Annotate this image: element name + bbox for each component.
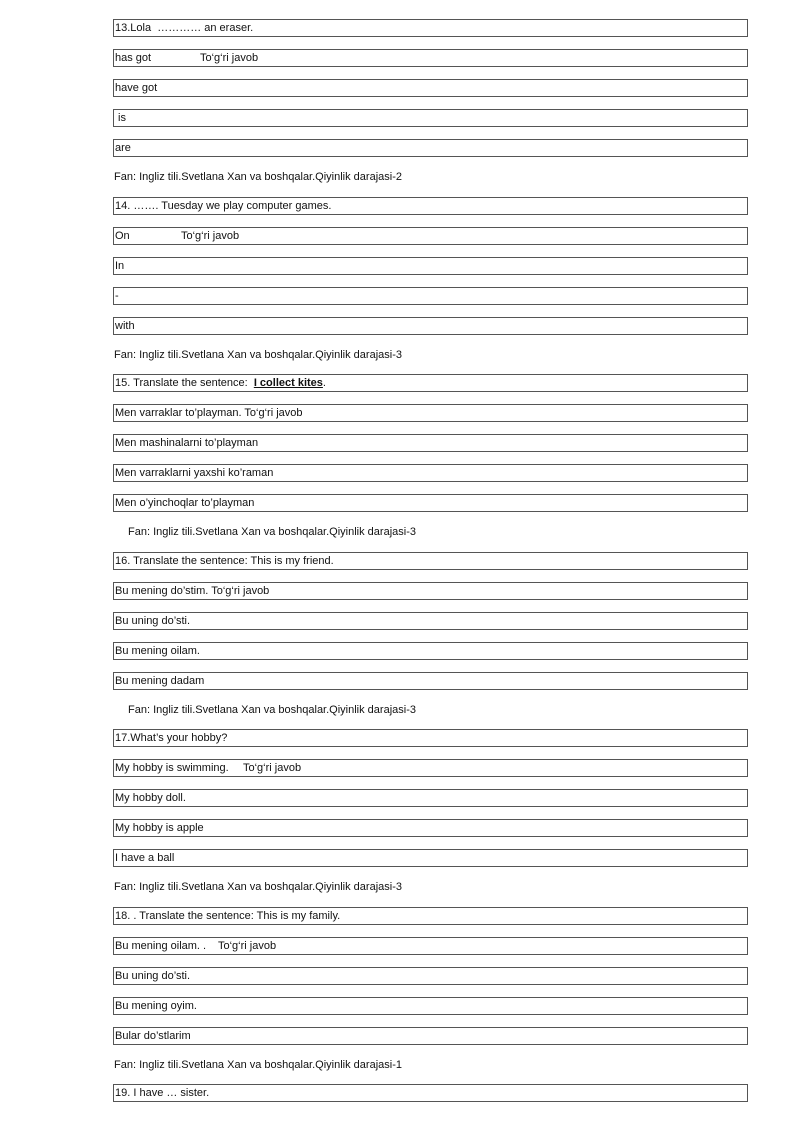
q16-option-c: Bu mening oilam.	[113, 642, 748, 660]
q17-option-d: I have a ball	[113, 849, 748, 867]
question-18-text: 18. . Translate the sentence: This is my family.	[113, 907, 748, 925]
question-prefix: 15. Translate the sentence:	[115, 377, 254, 389]
question-17-text: 17.What’s your hobby?	[113, 729, 748, 747]
q13-option-a	[113, 49, 748, 67]
option-text: Men varraklar to’playman.	[115, 407, 242, 419]
q18-option-b: Bu uning do’sti.	[113, 967, 748, 985]
emphasized-sentence: I collect kites	[253, 377, 323, 389]
q18-option-d: Bular do’stlarim	[113, 1027, 748, 1045]
q13-option-c: is	[113, 109, 748, 127]
q18-option-a	[113, 937, 748, 955]
q15-fan-label: Fan: Ingliz tili.Svetlana Xan va boshqalar.Qiyinlik darajasi-3	[128, 526, 416, 538]
q15-option-a	[113, 404, 748, 422]
option-text: On	[115, 230, 130, 242]
q13-option-d: are	[113, 139, 748, 157]
q17-option-c: My hobby is apple	[113, 819, 748, 837]
correct-answer-note: To‘g‘ri javob	[211, 585, 270, 597]
q15-option-c: Men varraklarni yaxshi ko’raman	[113, 464, 748, 482]
q16-option-d: Bu mening dadam	[113, 672, 748, 690]
option-text: Bu mening do’stim.	[115, 585, 209, 597]
correct-answer-note: To‘g‘ri javob	[243, 762, 302, 774]
q13-option-b: have got	[113, 79, 748, 97]
question-15-text	[113, 374, 748, 392]
q14-option-b: In	[113, 257, 748, 275]
q16-option-a	[113, 582, 748, 600]
q18-option-c: Bu mening oyim.	[113, 997, 748, 1015]
correct-answer-note: To‘g‘ri javob	[218, 940, 277, 952]
option-text: Bu mening oilam. .	[115, 940, 207, 952]
question-14-text: 14. ……. Tuesday we play computer games.	[113, 197, 748, 215]
q18-fan-label: Fan: Ingliz tili.Svetlana Xan va boshqalar.Qiyinlik darajasi-1	[114, 1059, 402, 1071]
q13-fan-label: Fan: Ingliz tili.Svetlana Xan va boshqalar.Qiyinlik darajasi-2	[114, 171, 402, 183]
q14-fan-label: Fan: Ingliz tili.Svetlana Xan va boshqalar.Qiyinlik darajasi-3	[114, 349, 402, 361]
q17-option-b: My hobby doll.	[113, 789, 748, 807]
q15-option-d: Men o’yinchoqlar to’playman	[113, 494, 748, 512]
q15-option-b: Men mashinalarni to’playman	[113, 434, 748, 452]
option-text: has got	[115, 52, 152, 64]
correct-answer-note: To‘g‘ri javob	[181, 230, 240, 242]
q14-option-c: -	[113, 287, 748, 305]
q14-option-d: with	[113, 317, 748, 335]
question-13-text: 13.Lola ………… an eraser.	[113, 19, 748, 37]
q14-option-a	[113, 227, 748, 245]
correct-answer-note: To‘g‘ri javob	[244, 407, 303, 419]
question-suffix: .	[322, 377, 326, 389]
question-19-text: 19. I have … sister.	[113, 1084, 748, 1102]
question-16-text: 16. Translate the sentence: This is my friend.	[113, 552, 748, 570]
correct-answer-note: To‘g‘ri javob	[200, 52, 259, 64]
option-text: My hobby is swimming.	[115, 762, 229, 774]
q17-fan-label: Fan: Ingliz tili.Svetlana Xan va boshqalar.Qiyinlik darajasi-3	[114, 881, 402, 893]
q16-option-b: Bu uning do’sti.	[113, 612, 748, 630]
q17-option-a	[113, 759, 748, 777]
q16-fan-label: Fan: Ingliz tili.Svetlana Xan va boshqalar.Qiyinlik darajasi-3	[128, 704, 416, 716]
